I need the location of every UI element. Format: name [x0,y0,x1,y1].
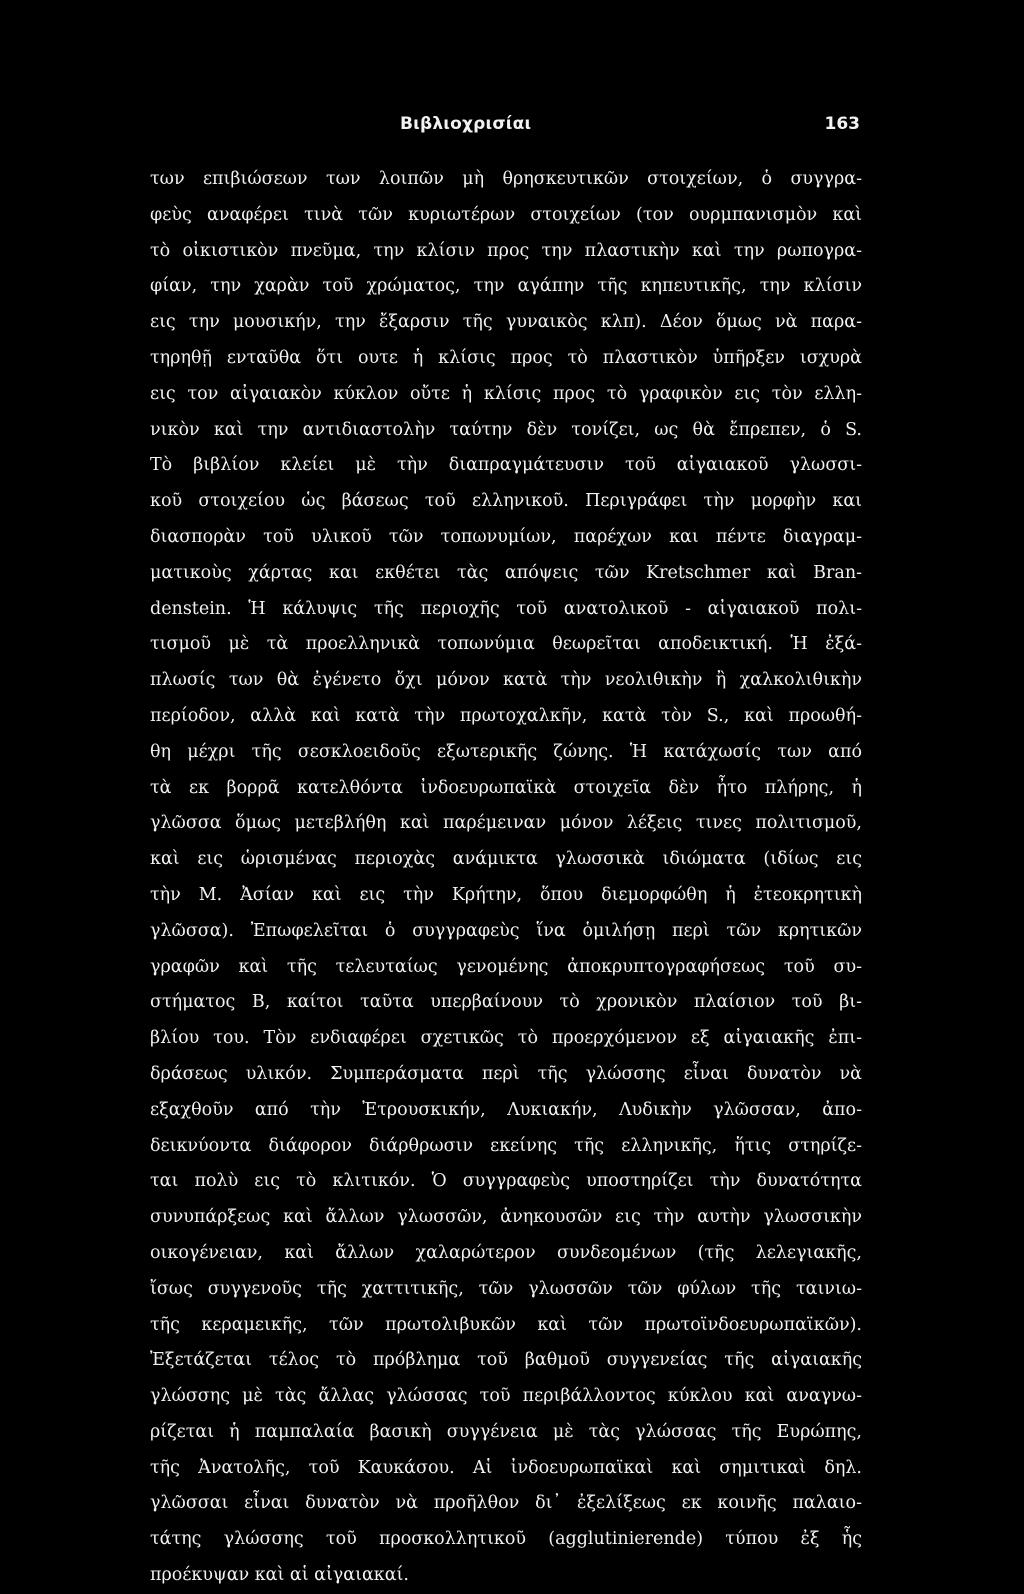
text-line: προέκυψαν καὶ αἱ αἰγαιακαί. [150,1565,409,1586]
text-line: ρίζεται ἡ παμπαλαία βασικὴ συγγένεια μὲ τὰς γλώσσας τῆς Ευρώπης, [150,1421,862,1442]
text-line: οικογένειαν, καὶ ἄλλων χαλαρώτερον συνδεομένων (τῆς λελεγιακῆς, [150,1242,862,1263]
text-line: περίοδον, αλλὰ καὶ κατὰ τὴν πρωτοχαλκῆν, κατὰ τὸν S., καὶ προωθή- [150,705,862,726]
text-line: Τὸ βιβλίον κλείει μὲ τὴν διαπραγμάτευσιν τοῦ αἰγαιακοῦ γλωσσι- [150,455,862,476]
text-line: γλῶσσα ὅμως μετεβλήθη καὶ παρέμειναν μόνον λέξεις τινες πολιτισμοῦ, [150,813,862,834]
text-line: πλωσίς των θὰ ἐγένετο ὄχι μόνον κατὰ τὴν νεολιθικὴν ἢ χαλκολιθικὴν [150,670,862,691]
text-line: καὶ εις ὡρισμένας περιοχὰς ανάμικτα γλωσσικὰ ιδιώματα (ιδίως εις [150,849,862,870]
page-number: 163 [824,114,860,134]
text-line: διασπορὰν τοῦ υλικοῦ τῶν τοπωνυμίων, παρέχων και πέντε διαγραμ- [150,526,862,547]
running-title: Βιβλιοχρισίαι [400,114,532,134]
text-line: δεικνύοντα διάφορον διάρθρωσιν εκείνης τῆς ελληνικῆς, ἥτις στηρίζε- [150,1135,862,1156]
text-line: γλῶσσα). Ἐπωφελεῖται ὁ συγγραφεὺς ἵνα ὁμιλήσῃ περὶ τῶν κρητικῶν [150,920,862,941]
text-line: τῆς κεραμεικῆς, τῶν πρωτολιβυκῶν καὶ τῶν πρωτοϊνδοευρωπαϊκῶν). [150,1314,862,1335]
page-header [400,114,860,140]
text-line: κοῦ στοιχείου ὡς βάσεως τοῦ ελληνικοῦ. Περιγράφει τὴν μορφὴν και [150,491,862,512]
text-line: βλίου του. Τὸν ενδιαφέρει σχετικῶς τὸ προερχόμενον εξ αἰγαιακῆς ἐπι- [150,1028,862,1049]
text-line: θη μέχρι τῆς σεσκλοειδοῦς εξωτερικῆς ζώνης. Ἡ κατάχωσίς των από [150,741,862,762]
text-line: Ἐξετάζεται τέλος τὸ πρόβλημα τοῦ βαθμοῦ συγγενείας τῆς αἰγαιακῆς [150,1350,862,1371]
text-line: τῆς Ἀνατολῆς, τοῦ Καυκάσου. Αἱ ἰνδοευρωπαϊκαὶ καὶ σημιτικαὶ δηλ. [150,1457,862,1478]
text-line: τὰ εκ βορρᾶ κατελθόντα ἰνδοευρωπαϊκὰ στοιχεῖα δὲν ἦτο πλήρης, ἡ [150,777,862,798]
text-line: ται πολὺ εις τὸ κλιτικόν. Ὁ συγγραφεὺς υποστηρίζει τὴν δυνατότητα [150,1171,862,1192]
text-line: τηρηθῇ ενταῦθα ὅτι ουτε ἡ κλίσις προς τὸ πλαστικὸν ὑπῆρξεν ισχυρὰ [150,347,862,368]
text-line: δράσεως υλικόν. Συμπεράσματα περὶ τῆς γλώσσης εἶναι δυνατὸν νὰ [150,1063,862,1084]
text-line: εξαχθοῦν από τὴν Ἐτρουσκικήν, Λυκιακήν, Λυδικὴν γλῶσσαν, ἀπο- [150,1099,862,1120]
text-line: τὴν Μ. Ἀσίαν καὶ εις τὴν Κρήτην, ὅπου διεμορφώθη ἡ ἐτεοκρητικὴ [150,884,862,905]
text-line: στήματος Β, καίτοι ταῦτα υπερβαίνουν τὸ χρονικὸν πλαίσιον τοῦ βι- [150,992,862,1013]
text-line: των επιβιώσεων των λοιπῶν μὴ θρησκευτικῶν στοιχείων, ὁ συγγρα- [150,169,862,189]
text-line: ματικοὺς χάρτας και εκθέτει τὰς απόψεις τῶν Kretschmer καὶ Bran- [150,562,862,583]
text-line: denstein. Ἡ κάλυψις τῆς περιοχῆς τοῦ ανατολικοῦ - αἰγαιακοῦ πολι- [150,598,862,619]
text-line: φίαν, την χαρὰν τοῦ χρώματος, την αγάπην τῆς κηπευτικῆς, την κλίσιν [150,276,862,297]
text-line: νικὸν καὶ την αντιδιαστολὴν ταύτην δὲν τονίζει, ως θὰ ἔπρεπεν, ὁ S. [150,419,862,440]
text-line: ἴσως συγγενοῦς τῆς χαττιτικῆς, τῶν γλωσσῶν τῶν φύλων τῆς ταινιω- [150,1278,862,1299]
body-text [150,162,862,1594]
text-line: τάτης γλώσσης τοῦ προσκολλητικοῦ (agglutinierende) τύπου ἐξ ἧς [150,1529,862,1550]
text-line: εις την μουσικήν, την ἔξαρσιν τῆς γυναικὸς κλπ). Δέον ὅμως νὰ παρα- [150,312,862,333]
text-line: τὸ οἰκιστικὸν πνεῦμα, την κλίσιν προς την πλαστικὴν καὶ την ρωπογρα- [150,240,862,261]
text-line: τισμοῦ μὲ τὰ προελληνικὰ τοπωνύμια θεωρεῖται αποδεικτική. Ἡ ἐξά- [150,634,862,655]
text-line: φεὺς αναφέρει τινὰ τῶν κυριωτέρων στοιχείων (τον ουρμπανισμὸν καὶ [150,204,862,225]
text-line: γλώσσης μὲ τὰς ἄλλας γλώσσας τοῦ περιβάλλοντος κύκλου καὶ αναγνω- [150,1386,862,1407]
text-line: εις τον αἰγαιακὸν κύκλον οὔτε ἡ κλίσις προς τὸ γραφικὸν εις τὸν ελλη- [150,383,862,404]
text-line: γραφῶν καὶ τῆς τελευταίως γενομένης ἀποκρυπτογραφήσεως τοῦ συ- [150,956,862,977]
text-line: συνυπάρξεως καὶ ἄλλων γλωσσῶν, ἀνηκουσῶν εις τὴν αυτὴν γλωσσικὴν [150,1207,862,1228]
text-line: γλῶσσαι εἶναι δυνατὸν νὰ προῆλθον δι᾽ ἐξελίξεως εκ κοινῆς παλαιο- [150,1493,862,1514]
